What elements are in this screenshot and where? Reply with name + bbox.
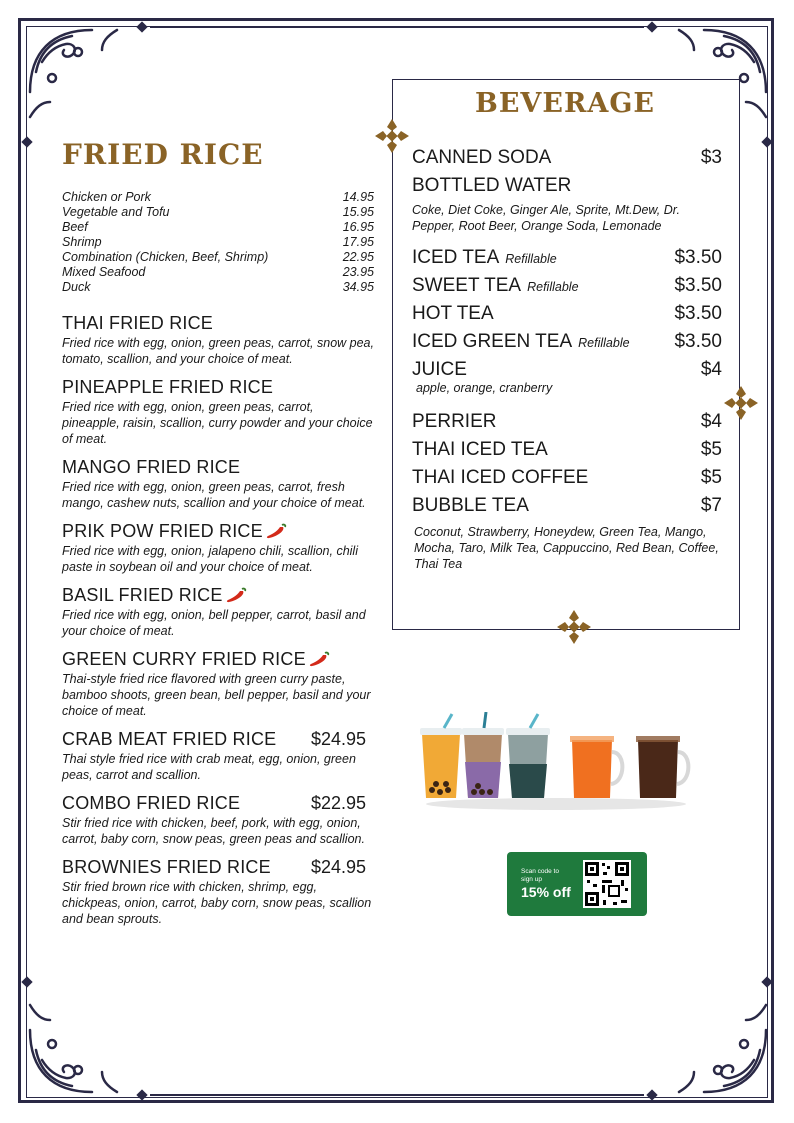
menu-item: [62, 728, 374, 783]
menu-item: [62, 856, 374, 927]
chili-pepper-icon: [265, 522, 287, 540]
menu-item: [62, 648, 374, 719]
diamond-ornament-icon: [555, 608, 593, 646]
menu-item-name: BASIL FRIED RICE: [62, 585, 223, 605]
protein-label: Chicken or Pork: [62, 190, 151, 204]
price-row: [62, 190, 374, 205]
beverage-note: Refillable: [527, 280, 579, 294]
beverage-price: $4: [700, 411, 722, 432]
protein-label: Combination (Chicken, Beef, Shrimp): [62, 250, 269, 264]
beverage-row: [412, 492, 722, 520]
menu-item-description: Fried rice with egg, onion, bell pepper, carrot, basil and your choice of meat.: [62, 608, 366, 638]
protein-label: Vegetable and Tofu: [62, 205, 170, 219]
beverage-description: Coke, Diet Coke, Ginger Ale, Sprite, Mt.Dew, Dr. Pepper, Root Beer, Orange Soda, Lemonade: [412, 203, 680, 233]
top-border-accent: [150, 26, 644, 28]
price-row: [62, 280, 374, 295]
price-row: [62, 220, 374, 235]
fried-rice-items: [62, 312, 374, 936]
menu-item-description: Fried rice with egg, onion, green peas, carrot, fresh mango, cashew nuts, scallion and your choice of meat.: [62, 480, 366, 510]
menu-item-description: Fried rice with egg, onion, green peas, carrot, snow pea, tomato, scallion, and your choice of meat.: [62, 336, 374, 366]
menu-item-description: Thai-style fried rice flavored with green curry paste, bamboo shoots, green bean, bell pepper, basil and your choice of meat.: [62, 672, 371, 718]
promo-subtext: Scan code to sign up: [521, 868, 559, 883]
protein-price: 15.95: [342, 205, 374, 219]
protein-price: 14.95: [342, 190, 374, 204]
menu-item: [62, 456, 374, 511]
menu-item: [62, 792, 374, 847]
fried-rice-price-list: [62, 190, 374, 295]
beverage-row: [412, 144, 722, 172]
beverage-title: BEVERAGE: [475, 88, 655, 119]
beverage-price: $4: [700, 359, 722, 380]
beverage-list: [412, 144, 722, 572]
beverage-price: $7: [700, 495, 722, 516]
beverage-row: [412, 464, 722, 492]
protein-label: Beef: [62, 220, 88, 234]
beverage-name: CANNED SODA: [412, 147, 552, 168]
beverage-row: [412, 172, 722, 200]
beverage-name: ICED GREEN TEA: [412, 331, 573, 352]
beverage-price: $5: [700, 439, 722, 460]
beverage-name: JUICE: [412, 359, 467, 380]
beverage-name: THAI ICED COFFEE: [412, 467, 589, 488]
bottom-border-accent: [150, 1094, 644, 1096]
corner-flourish-bottom-right: [664, 990, 774, 1100]
diamond-ornament-icon: [722, 384, 760, 422]
beverage-name: HOT TEA: [412, 303, 494, 324]
beverage-name: PERRIER: [412, 411, 497, 432]
menu-item-description: Thai style fried rice with crab meat, egg, onion, green peas, carrot and scallion.: [62, 752, 356, 782]
qr-code-icon[interactable]: [583, 860, 631, 908]
corner-flourish-top-left: [22, 22, 132, 132]
beverage-row: [412, 328, 722, 356]
beverage-description: Coconut, Strawberry, Honeydew, Green Tea, Mango, Mocha, Taro, Milk Tea, Cappuccino, Red Bean, Coffee, Thai Tea: [414, 525, 719, 571]
beverage-price: $5: [700, 467, 722, 488]
corner-flourish-bottom-left: [22, 990, 132, 1100]
protein-price: 23.95: [342, 265, 374, 279]
menu-item-name: COMBO FRIED RICE: [62, 793, 241, 813]
drinks-image: [416, 712, 706, 812]
protein-label: Duck: [62, 280, 91, 294]
protein-label: Mixed Seafood: [62, 265, 146, 279]
menu-item-name: PRIK POW FRIED RICE: [62, 521, 263, 541]
beverage-note: Refillable: [578, 336, 630, 350]
beverage-row: [412, 436, 722, 464]
protein-price: 16.95: [342, 220, 374, 234]
price-row: [62, 265, 374, 280]
beverage-description: apple, orange, cranberry: [416, 381, 553, 395]
menu-item: [62, 376, 374, 447]
menu-item-price: $22.95: [310, 793, 366, 813]
beverage-price: $3: [700, 147, 722, 168]
menu-item-description: Stir fried rice with chicken, beef, pork, with egg, onion, carrot, baby corn, snow peas, green peas and scallion.: [62, 816, 365, 846]
beverage-row: [412, 408, 722, 436]
diamond-ornament-icon: [373, 117, 411, 155]
price-row: [62, 235, 374, 250]
beverage-name: SWEET TEA: [412, 275, 522, 296]
menu-item: [62, 312, 374, 367]
beverage-name: BUBBLE TEA: [412, 495, 529, 516]
protein-price: 34.95: [342, 280, 374, 294]
menu-item-name: THAI FRIED RICE: [62, 313, 214, 333]
promo-discount: 15% off: [521, 884, 571, 900]
beverage-row: [412, 272, 722, 300]
menu-item-price: $24.95: [310, 729, 366, 749]
menu-item-description: Stir fried brown rice with chicken, shrimp, egg, chickpeas, onion, carrot, baby corn, snow peas, scallion and bean sprouts.: [62, 880, 372, 926]
beverage-note: Refillable: [505, 252, 557, 266]
price-row: [62, 250, 374, 265]
beverage-row: [412, 300, 722, 328]
beverage-name: BOTTLED WATER: [412, 175, 572, 196]
beverage-name: THAI ICED TEA: [412, 439, 548, 460]
beverage-price: $3.50: [674, 247, 722, 268]
menu-item: [62, 520, 374, 575]
protein-price: 22.95: [342, 250, 374, 264]
chili-pepper-icon: [308, 650, 330, 668]
menu-item-name: PINEAPPLE FRIED RICE: [62, 377, 274, 397]
beverage-row: [412, 244, 722, 272]
beverage-price: $3.50: [674, 331, 722, 352]
menu-item-name: GREEN CURRY FRIED RICE: [62, 649, 306, 669]
protein-price: 17.95: [342, 235, 374, 249]
menu-item-price: $24.95: [310, 857, 366, 877]
menu-item-name: CRAB MEAT FRIED RICE: [62, 729, 277, 749]
fried-rice-title: FRIED RICE: [62, 138, 264, 171]
menu-item-name: MANGO FRIED RICE: [62, 457, 241, 477]
menu-item: [62, 584, 374, 639]
chili-pepper-icon: [225, 586, 247, 604]
menu-item-description: Fried rice with egg, onion, green peas, carrot, pineapple, raisin, scallion, curry powder and your choice of meat.: [62, 400, 373, 446]
beverage-name: ICED TEA: [412, 247, 500, 268]
menu-item-description: Fried rice with egg, onion, jalapeno chili, scallion, chili paste in soybean oil and your choice of meat.: [62, 544, 358, 574]
beverage-price: $3.50: [674, 275, 722, 296]
price-row: [62, 205, 374, 220]
promo-card[interactable]: [507, 852, 647, 916]
protein-label: Shrimp: [62, 235, 102, 249]
beverage-price: $3.50: [674, 303, 722, 324]
menu-item-name: BROWNIES FRIED RICE: [62, 857, 271, 877]
